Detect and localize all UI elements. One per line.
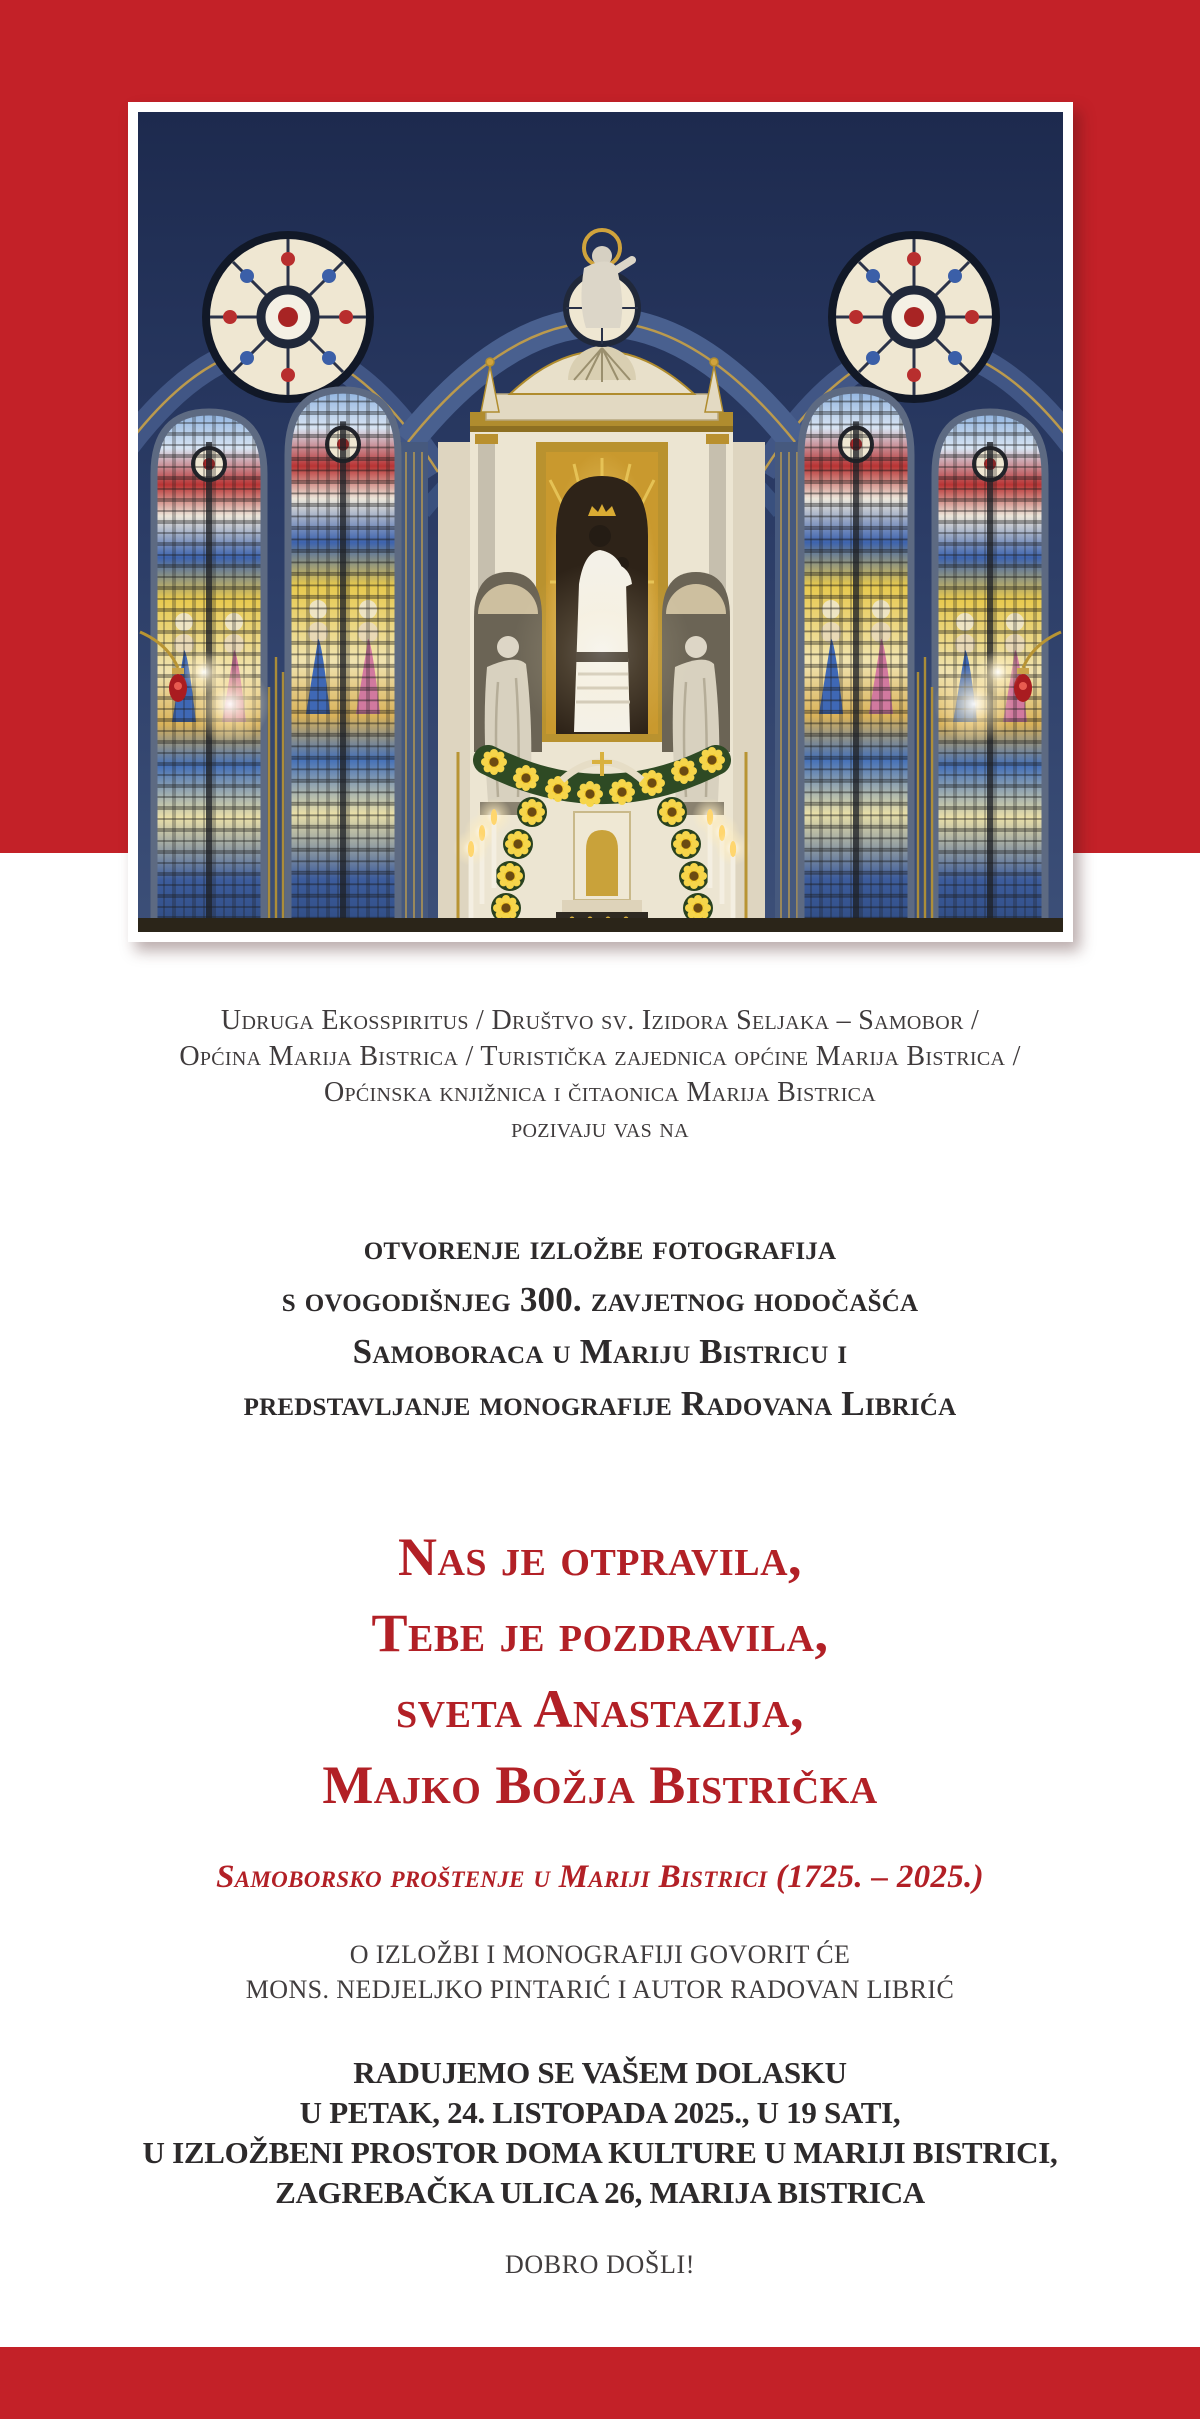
event-title-line-2: s ovogodišnjeg 300. zavjetnog hodočašća xyxy=(281,1280,919,1319)
verse-line-1: Nas je otpravila, xyxy=(397,1527,803,1587)
event-details-block xyxy=(0,2053,1200,2213)
rose-window-left xyxy=(202,231,374,403)
event-title-line-4: predstavljanje monografije Radovana Librića xyxy=(243,1384,957,1423)
bottom-red-band xyxy=(0,2347,1200,2419)
verse-line-2: Tebe je pozdravila, xyxy=(371,1603,829,1663)
event-title-line-1: otvorenje izložbe fotografija xyxy=(363,1228,837,1267)
organizers-line-2: Općina Marija Bistrica / Turistička zajednica općine Marija Bistrica / xyxy=(179,1041,1021,1072)
rose-window-right xyxy=(828,231,1000,403)
event-title-block xyxy=(0,1222,1200,1430)
verse-line-4: Majko Božja Bistrička xyxy=(322,1755,878,1815)
details-line-4: ZAGREBAČKA ULICA 26, MARIJA BISTRICA xyxy=(275,2175,925,2210)
invite-lead-in: pozivaju vas na xyxy=(511,1113,689,1144)
details-line-1: RADUJEMO SE VAŠEM DOLASKU xyxy=(353,2055,847,2090)
altar-photo-frame xyxy=(128,102,1073,942)
speakers-line-2: MONS. NEDJELJKO PINTARIĆ I AUTOR RADOVAN LIBRIĆ xyxy=(245,1975,955,2004)
organizers-line-1: Udruga Ekosspiritus / Društvo sv. Izidora Seljaka – Samobor / xyxy=(220,1005,980,1036)
verse-line-3: sveta Anastazija, xyxy=(396,1679,804,1739)
verse-block xyxy=(0,1519,1200,1823)
organizers-block xyxy=(0,1003,1200,1147)
speakers-block xyxy=(0,1937,1200,2007)
speakers-line-1: O IZLOŽBI I MONOGRAFIJI GOVORIT ĆE xyxy=(349,1940,851,1969)
details-line-3: U IZLOŽBENI PROSTOR DOMA KULTURE U MARIJI BISTRICI, xyxy=(142,2135,1058,2170)
event-title-line-3: Samoboraca u Mariju Bistricu i xyxy=(352,1332,848,1371)
organizers-line-3: Općinska knjižnica i čitaonica Marija Bistrica xyxy=(323,1077,877,1108)
subtitle: Samoborsko proštenje u Mariji Bistrici (1725. – 2025.) xyxy=(216,1859,984,1895)
welcome-message: DOBRO DOŠLI! xyxy=(505,2250,695,2279)
floor xyxy=(138,918,1063,932)
altar-glow xyxy=(512,562,692,742)
altar-photo xyxy=(138,112,1063,932)
details-line-2: U PETAK, 24. LISTOPADA 2025., U 19 SATI, xyxy=(299,2095,901,2130)
